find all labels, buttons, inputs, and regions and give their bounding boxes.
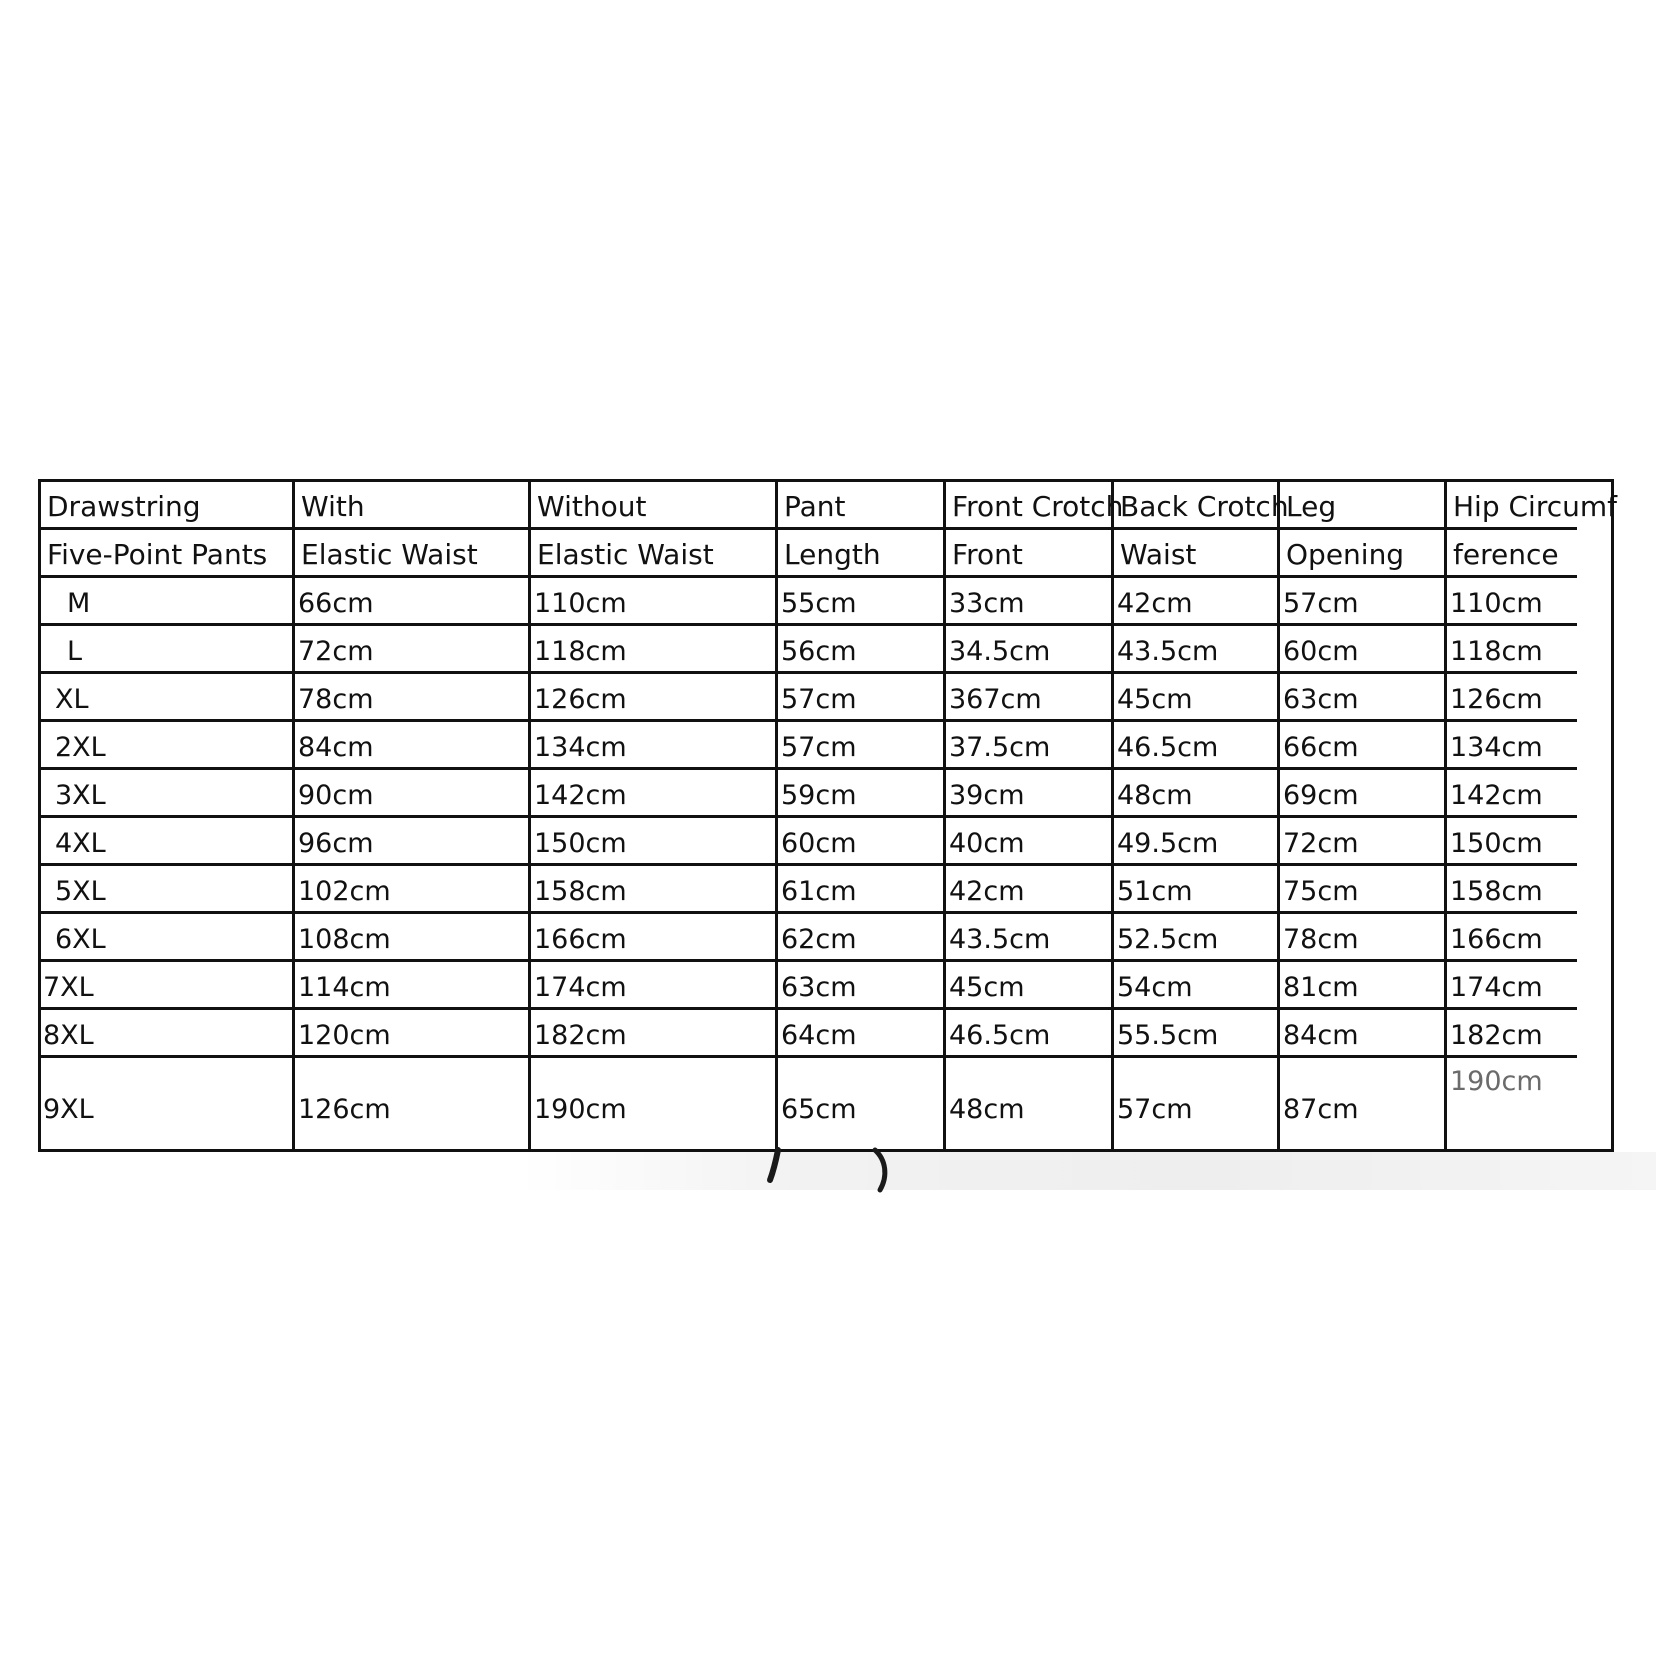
table-cell: 102cm [295, 866, 531, 914]
photo-background-strip [520, 1152, 1656, 1190]
table-cell: 48cm [1114, 770, 1280, 818]
size-label-cell: 5XL [41, 866, 295, 914]
table-cell: 72cm [295, 626, 531, 674]
table-cell: 114cm [295, 962, 531, 1010]
table-cell: 110cm [1447, 578, 1577, 626]
table-cell: 57cm [1114, 1058, 1280, 1150]
table-cell: 45cm [946, 962, 1114, 1010]
table-cell: 142cm [1447, 770, 1577, 818]
table-cell: 64cm [778, 1010, 946, 1058]
table-cell: 190cm [1450, 1066, 1543, 1097]
size-label-cell: 9XL [41, 1058, 295, 1150]
table-cell: 110cm [531, 578, 778, 626]
table-cell: 126cm [531, 674, 778, 722]
size-label-cell: M [41, 578, 295, 626]
header-cell-bottom: Front [946, 530, 1114, 578]
table-cell: 158cm [531, 866, 778, 914]
table-cell: 59cm [778, 770, 946, 818]
table-cell: 134cm [1447, 722, 1577, 770]
table-cell: 81cm [1280, 962, 1447, 1010]
header-cell-top: Drawstring [41, 482, 295, 530]
header-cell-top: Back Crotch [1114, 482, 1280, 530]
table-cell: 65cm [778, 1058, 946, 1150]
header-cell-top: Pant [778, 482, 946, 530]
table-cell: 60cm [778, 818, 946, 866]
table-cell: 57cm [1280, 578, 1447, 626]
table-cell: 33cm [946, 578, 1114, 626]
table-cell: 66cm [1280, 722, 1447, 770]
header-cell-top: With [295, 482, 531, 530]
table-cell: 52.5cm [1114, 914, 1280, 962]
size-label-cell: 3XL [41, 770, 295, 818]
size-label-cell: 6XL [41, 914, 295, 962]
header-cell-bottom: Five-Point Pants [41, 530, 295, 578]
table-cell: 118cm [531, 626, 778, 674]
table-cell: 57cm [778, 674, 946, 722]
table-cell: 62cm [778, 914, 946, 962]
table-cell: 63cm [1280, 674, 1447, 722]
table-cell: 84cm [295, 722, 531, 770]
table-cell: 54cm [1114, 962, 1280, 1010]
table-cell: 63cm [778, 962, 946, 1010]
table-cell: 174cm [1447, 962, 1577, 1010]
table-cell: 142cm [531, 770, 778, 818]
table-cell: 90cm [295, 770, 531, 818]
header-cell-bottom: Elastic Waist [531, 530, 778, 578]
table-cell: 174cm [531, 962, 778, 1010]
table-cell: 118cm [1447, 626, 1577, 674]
table-cell: 120cm [295, 1010, 531, 1058]
table-cell: 96cm [295, 818, 531, 866]
table-cell: 37.5cm [946, 722, 1114, 770]
table-cell: 45cm [1114, 674, 1280, 722]
hanger-icon [770, 1150, 890, 1192]
table-cell: 126cm [1447, 674, 1577, 722]
size-chart-table [38, 479, 1618, 1152]
size-label-cell: XL [41, 674, 295, 722]
table-cell: 43.5cm [946, 914, 1114, 962]
table-cell: 43.5cm [1114, 626, 1280, 674]
table-cell: 49.5cm [1114, 818, 1280, 866]
table-cell: 78cm [1280, 914, 1447, 962]
table-cell: 56cm [778, 626, 946, 674]
header-cell-bottom: Elastic Waist [295, 530, 531, 578]
table-cell: 42cm [1114, 578, 1280, 626]
size-label-cell: 8XL [41, 1010, 295, 1058]
table-cell: 75cm [1280, 866, 1447, 914]
header-cell-top: Hip Circumf [1447, 482, 1577, 530]
table-cell: 51cm [1114, 866, 1280, 914]
table-cell: 182cm [1447, 1010, 1577, 1058]
table-cell: 39cm [946, 770, 1114, 818]
table-cell: 46.5cm [1114, 722, 1280, 770]
header-cell-bottom: Length [778, 530, 946, 578]
size-label-cell: 4XL [41, 818, 295, 866]
table-cell: 40cm [946, 818, 1114, 866]
table-cell: 182cm [531, 1010, 778, 1058]
table-cell: 190cm [531, 1058, 778, 1150]
table-cell: 66cm [295, 578, 531, 626]
table-cell: 108cm [295, 914, 531, 962]
table-cell: 150cm [531, 818, 778, 866]
size-label-cell: L [41, 626, 295, 674]
header-cell-top: Leg [1280, 482, 1447, 530]
size-label-cell: 2XL [41, 722, 295, 770]
table-cell: 158cm [1447, 866, 1577, 914]
table-cell: 87cm [1280, 1058, 1447, 1150]
table-cell: 166cm [1447, 914, 1577, 962]
header-cell-bottom: Waist [1114, 530, 1280, 578]
table-cell: 61cm [778, 866, 946, 914]
header-cell-top: Without [531, 482, 778, 530]
table-cell: 60cm [1280, 626, 1447, 674]
table-cell: 42cm [946, 866, 1114, 914]
table-cell: 55cm [778, 578, 946, 626]
table-cell: 84cm [1280, 1010, 1447, 1058]
table-cell: 126cm [295, 1058, 531, 1150]
table-cell: 69cm [1280, 770, 1447, 818]
table-cell: 78cm [295, 674, 531, 722]
table-cell: 55.5cm [1114, 1010, 1280, 1058]
table-cell: 46.5cm [946, 1010, 1114, 1058]
table-cell: 134cm [531, 722, 778, 770]
table-cell: 34.5cm [946, 626, 1114, 674]
table-cell: 72cm [1280, 818, 1447, 866]
table-cell: 150cm [1447, 818, 1577, 866]
header-cell-top: Front Crotch [946, 482, 1114, 530]
table-cell: 367cm [946, 674, 1114, 722]
header-cell-bottom: ference [1447, 530, 1577, 578]
table-cell: 166cm [531, 914, 778, 962]
header-cell-bottom: Opening [1280, 530, 1447, 578]
table-cell: 48cm [946, 1058, 1114, 1150]
size-label-cell: 7XL [41, 962, 295, 1010]
table-cell: 57cm [778, 722, 946, 770]
